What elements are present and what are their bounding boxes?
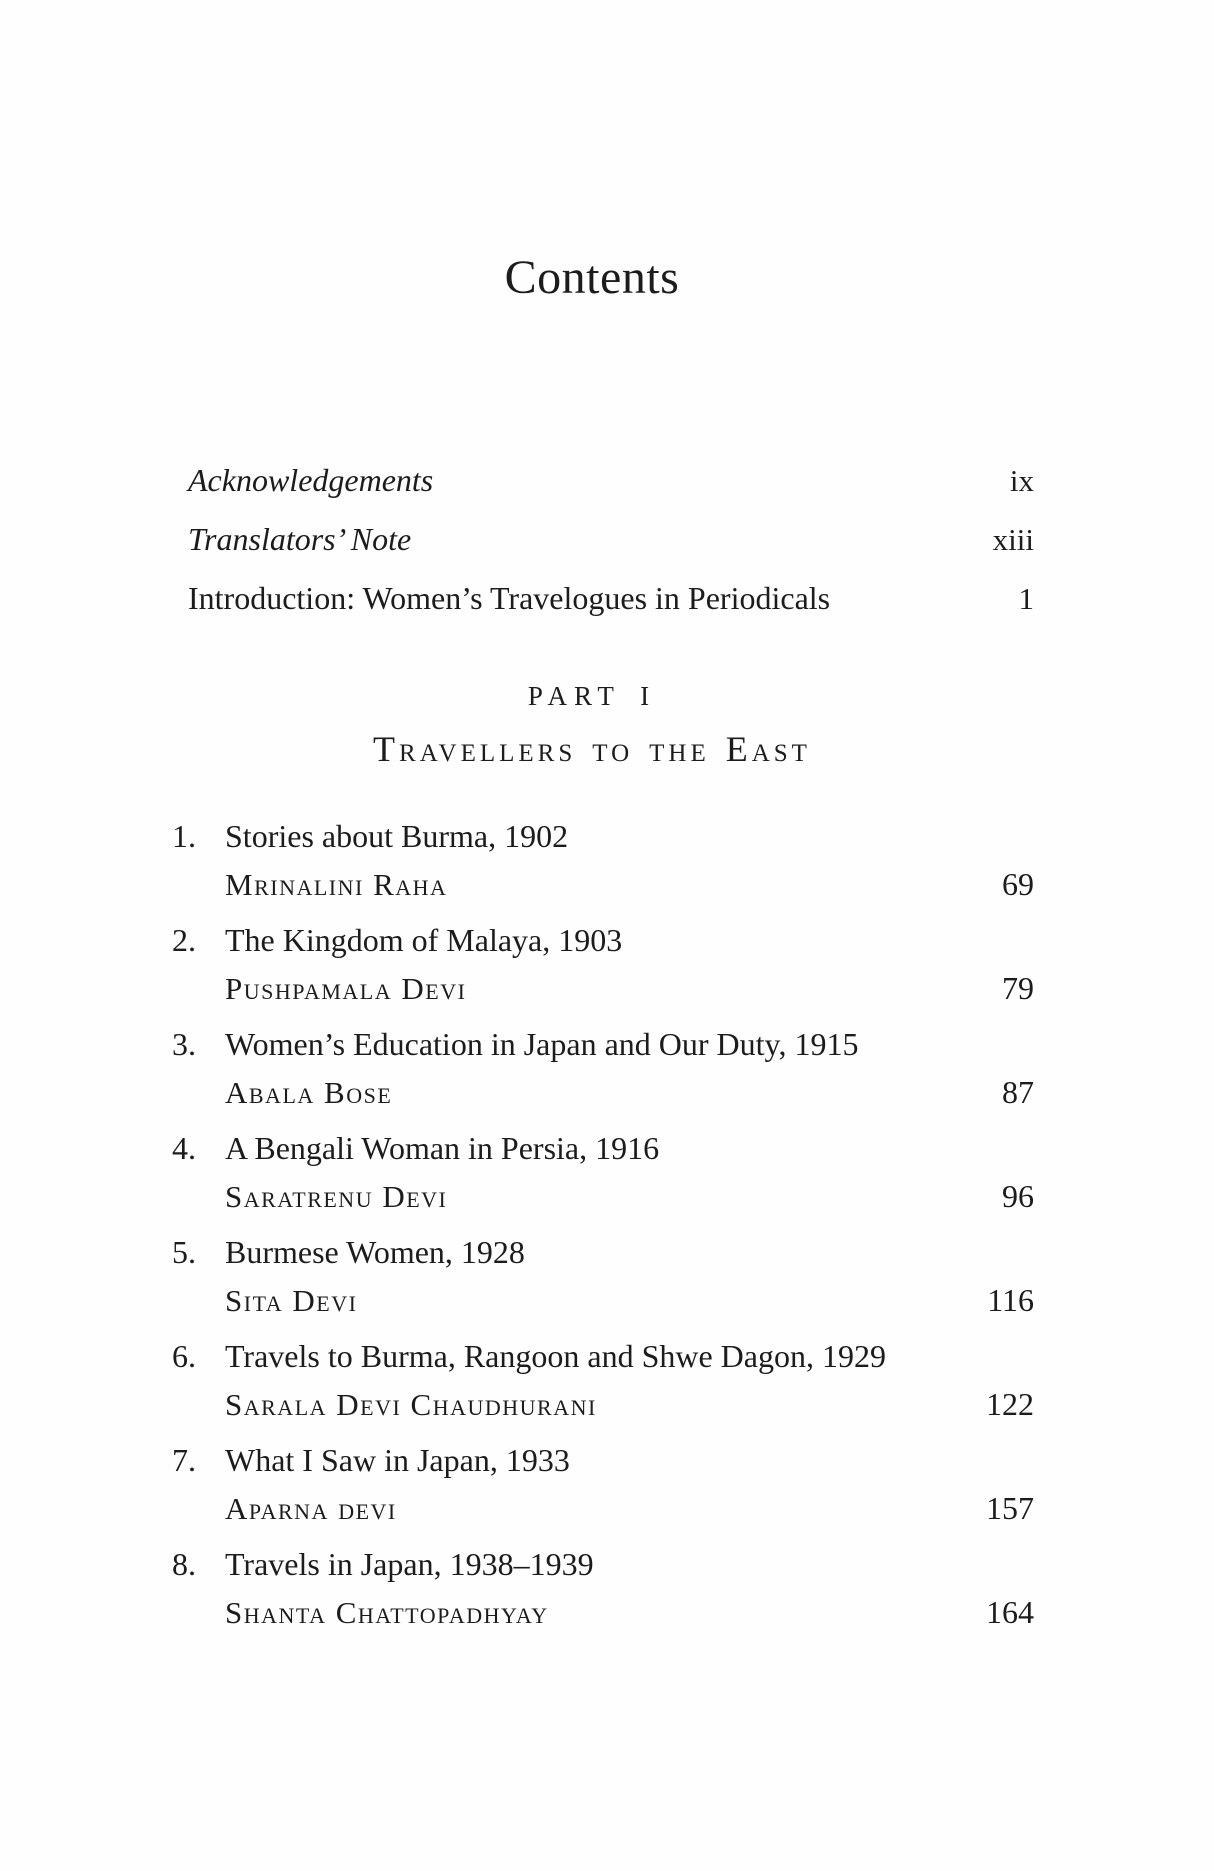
entry-author-row (150, 1484, 1034, 1533)
entry-author: Pushpamala Devi (225, 970, 467, 1006)
entry-title-row (150, 1540, 1034, 1588)
front-matter-label: Acknowledgements (188, 461, 434, 498)
entry-author-row (150, 860, 1034, 909)
entry-title: A Bengali Woman in Persia, 1916 (225, 1129, 660, 1166)
entry-number: 6. (172, 1337, 196, 1374)
entry-number: 3. (172, 1025, 196, 1062)
front-matter-page-number: ix (1009, 462, 1034, 498)
entry-title: Women’s Education in Japan and Our Duty, 1915 (225, 1025, 859, 1062)
chapter-entry (150, 1124, 1034, 1221)
entry-number: 7. (172, 1441, 196, 1478)
chapter-entry-list (150, 812, 1034, 1637)
entry-number: 2. (172, 921, 196, 958)
entry-page-number: 87 (1002, 1073, 1034, 1110)
entry-page-number: 157 (986, 1489, 1034, 1526)
chapter-entry (150, 916, 1034, 1013)
entry-author: Abala Bose (225, 1074, 393, 1110)
page-title: Contents (504, 251, 680, 304)
entry-title-row (150, 1332, 1034, 1380)
front-matter-label: Introduction: Women’s Travelogues in Periodicals (188, 579, 831, 616)
chapter-entry (150, 1540, 1034, 1637)
entry-page-number: 122 (986, 1385, 1034, 1422)
entry-author-row (150, 1380, 1034, 1429)
entry-title-row (150, 812, 1034, 860)
entry-page-number: 69 (1002, 865, 1034, 902)
front-matter-page-number: 1 (1018, 580, 1034, 616)
chapter-entry (150, 1332, 1034, 1429)
entry-title: What I Saw in Japan, 1933 (225, 1441, 570, 1478)
front-matter-row (150, 462, 1034, 499)
entry-author-row (150, 1068, 1034, 1117)
entry-author: Mrinalini Raha (225, 866, 448, 902)
entry-title-row (150, 916, 1034, 964)
entry-author: Sarala Devi Chaudhurani (225, 1386, 597, 1422)
entry-author-row (150, 1276, 1034, 1325)
entry-number: 5. (172, 1233, 196, 1270)
entry-title: Travels in Japan, 1938–1939 (225, 1545, 594, 1582)
entry-title: Burmese Women, 1928 (225, 1233, 525, 1270)
entry-page-number: 116 (987, 1281, 1034, 1318)
entry-title-row (150, 1124, 1034, 1172)
entry-number: 8. (172, 1545, 196, 1582)
part-title: Travellers to the East (373, 728, 811, 769)
entry-number: 4. (172, 1129, 196, 1166)
entry-author: Aparna devi (225, 1490, 397, 1526)
contents-column (150, 0, 1034, 1644)
chapter-entry (150, 1020, 1034, 1117)
part-kicker: PART I (527, 680, 657, 711)
chapter-entry (150, 1228, 1034, 1325)
front-matter-row (150, 580, 1034, 617)
entry-title: Stories about Burma, 1902 (225, 817, 569, 854)
part-heading (150, 680, 1034, 769)
entry-title-row (150, 1436, 1034, 1484)
entry-page-number: 96 (1002, 1177, 1034, 1214)
entry-page-number: 164 (986, 1593, 1034, 1630)
entry-page-number: 79 (1002, 969, 1034, 1006)
front-matter-label: Translators’ Note (188, 520, 412, 557)
entry-author-row (150, 1172, 1034, 1221)
entry-author: Shanta Chattopadhyay (225, 1594, 549, 1630)
front-matter-list (150, 462, 1034, 617)
front-matter-row (150, 521, 1034, 558)
chapter-entry (150, 1436, 1034, 1533)
chapter-entry (150, 812, 1034, 909)
entry-author: Saratrenu Devi (225, 1178, 448, 1214)
entry-title: The Kingdom of Malaya, 1903 (225, 921, 623, 958)
front-matter-page-number: xiii (992, 521, 1034, 557)
entry-author-row (150, 1588, 1034, 1637)
entry-author-row (150, 964, 1034, 1013)
entry-title-row (150, 1020, 1034, 1068)
entry-number: 1. (172, 817, 196, 854)
entry-title: Travels to Burma, Rangoon and Shwe Dagon, 1929 (225, 1337, 886, 1374)
entry-title-row (150, 1228, 1034, 1276)
entry-author: Sita Devi (225, 1282, 358, 1318)
